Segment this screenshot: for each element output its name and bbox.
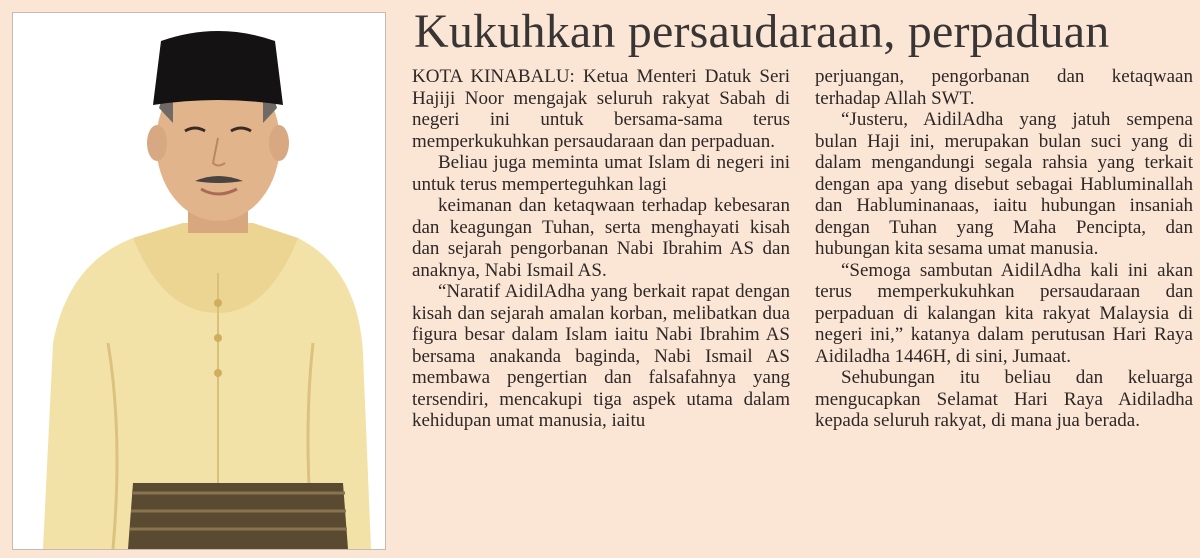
body-paragraph: “Naratif AidilAdha yang berkait rapat dengan kisah dan sejarah amalan korban, melibatkan dua figura besar dalam Islam iaitu Nabi Ibrahim AS bersama anakanda baginda, Nabi Ismail AS membawa pengertian dan falsafahnya yang tersendiri, mencakupi tiga aspek utama dalam kehidupan umat manusia, iaitu <box>412 281 790 431</box>
lead-text: Ketua Menteri Datuk Seri Hajiji Noor mengajak seluruh rakyat Sabah di negeri ini untuk bersama-sama terus memperkukuhkan persaudaraan dan perpaduan. <box>412 66 790 152</box>
article-column-1 <box>412 66 790 552</box>
lead-paragraph <box>412 66 790 152</box>
dateline: KOTA KINABALU: <box>412 66 575 87</box>
portrait-photo <box>12 12 386 550</box>
body-paragraph: Beliau juga meminta umat Islam di negeri ini untuk terus memperteguhkan lagi <box>412 152 790 195</box>
body-paragraph: “Semoga sambutan AidilAdha kali ini akan terus memperkukuhkan persaudaraan dan perpaduan di kalangan kita rakyat Malaysia di negeri ini,” katanya dalam perutusan Hari Raya Aidiladha 1446H, di sini, Jumaat. <box>815 259 1193 367</box>
portrait-illustration <box>13 13 385 549</box>
body-paragraph: perjuangan, pengorbanan dan ketaqwaan terhadap Allah SWT. <box>815 66 1193 109</box>
body-paragraph: keimanan dan ketaqwaan terhadap kebesaran dan keagungan Tuhan, serta menghayati kisah dan sejarah pengorbanan Nabi Ibrahim AS dan anaknya, Nabi Ismail AS. <box>412 195 790 281</box>
article-headline: Kukuhkan persaudaraan, perpaduan <box>414 5 1110 58</box>
body-paragraph: “Justeru, AidilAdha yang jatuh sempena bulan Haji ini, merupakan bulan suci yang di dalam mengandungi segala rahsia yang terkait dengan apa yang disebut sebagai Habluminallah dan Habluminanaas, iaitu hubungan insaniah dengan Tuhan yang Maha Pencipta, dan hubungan kita sesama umat manusia. <box>815 109 1193 259</box>
article-column-2 <box>815 66 1193 552</box>
body-paragraph: Sehubungan itu beliau dan keluarga mengucapkan Selamat Hari Raya Aidiladha kepada seluruh rakyat, di mana jua berada. <box>815 367 1193 431</box>
